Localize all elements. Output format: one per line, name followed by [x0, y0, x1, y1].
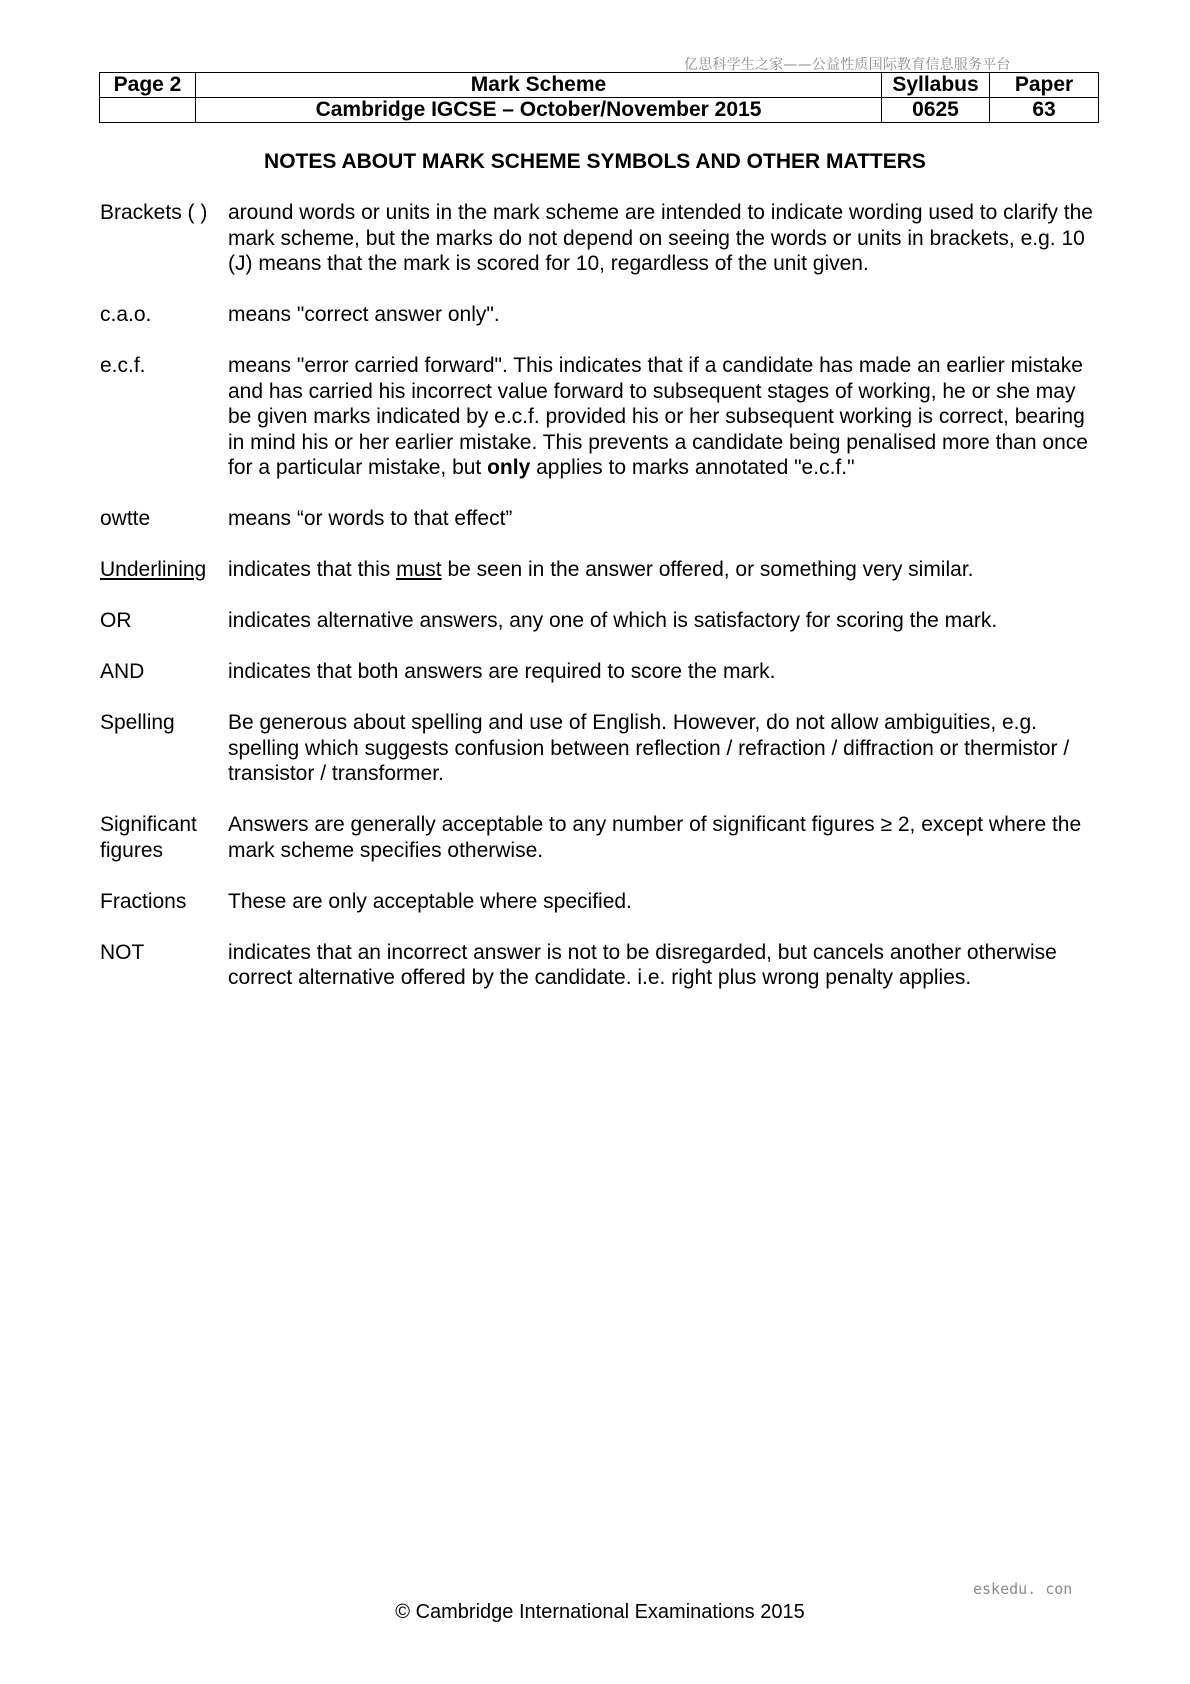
watermark-text: 亿思科学生之家——公益性质国际教育信息服务平台	[684, 57, 1011, 73]
paper-label: Paper	[990, 73, 1099, 98]
document-title: Mark Scheme	[196, 73, 882, 98]
definition-text: be seen in the answer offered, or something very similar.	[441, 558, 974, 581]
note-spelling	[100, 710, 1100, 787]
note-brackets	[100, 200, 1100, 277]
note-not	[100, 940, 1100, 991]
copyright-footer: © Cambridge International Examinations 2015	[395, 1601, 805, 1623]
definition-text: indicates that this	[228, 558, 397, 581]
note-definition	[228, 353, 1100, 481]
paper-number: 63	[990, 98, 1099, 123]
page-number: Page 2	[100, 73, 196, 98]
definition-text: means "error carried forward". This indicates that if a candidate has made an earlier mistake and has carried his incorrect value forward to subsequent stages of working, he or she may be given marks indicated by e.c.f. provided his or her subsequent working is correct, bearing in mind his or her earlier mistake. This prevents a candidate being penalised more than once for a particular mistake, but	[228, 354, 1088, 479]
note-term: Underlining	[100, 558, 207, 581]
note-definition: means "correct answer only".	[228, 303, 500, 326]
note-term: Brackets ( )	[100, 201, 208, 224]
notes-heading: NOTES ABOUT MARK SCHEME SYMBOLS AND OTHER MATTERS	[264, 150, 926, 173]
empty-cell	[100, 98, 196, 123]
note-term: c.a.o.	[100, 303, 152, 326]
note-definition: indicates that an incorrect answer is not to be disregarded, but cancels another otherwise correct alternative offered by the candidate. i.e. right plus wrong penalty applies.	[228, 940, 1057, 989]
underlined-text: must	[396, 558, 442, 581]
note-term: NOT	[100, 940, 145, 964]
note-term: Fractions	[100, 889, 187, 913]
note-definition: means “or words to that effect”	[228, 507, 513, 530]
note-owtte	[100, 506, 1100, 532]
note-definition: indicates that both answers are required to score the mark.	[228, 660, 776, 683]
header-row-2	[100, 98, 1099, 123]
note-definition: around words or units in the mark scheme are intended to indicate wording used to clarify the mark scheme, but the marks do not depend on seeing the words or units in brackets, e.g. 10 (J) means that the mark is scored for 10, regardless of the unit given.	[228, 201, 1093, 275]
note-definition	[228, 557, 1100, 583]
note-definition: Answers are generally acceptable to any number of significant figures ≥ 2, except where the mark scheme specifies otherwise.	[228, 813, 1082, 862]
note-term: owtte	[100, 507, 151, 530]
notes-list	[100, 200, 1100, 1016]
header-row-1	[100, 73, 1099, 98]
note-significant-figures	[100, 812, 1100, 863]
note-term: Significant figures	[100, 813, 197, 862]
syllabus-code: 0625	[882, 98, 990, 123]
emphasis-text: only	[487, 456, 531, 479]
note-definition: indicates alternative answers, any one of which is satisfactory for scoring the mark.	[228, 609, 998, 632]
note-definition: Be generous about spelling and use of English. However, do not allow ambiguities, e.g. spelling which suggests confusion between reflection / refraction / diffraction or thermistor / transistor / transformer.	[228, 711, 1070, 785]
note-term: e.c.f.	[100, 354, 146, 377]
note-definition: These are only acceptable where specified.	[228, 889, 632, 913]
note-and	[100, 659, 1100, 685]
definition-text: applies to marks annotated "e.c.f."	[530, 456, 855, 479]
note-term: OR	[100, 609, 132, 632]
note-or	[100, 608, 1100, 634]
exam-session: Cambridge IGCSE – October/November 2015	[196, 98, 882, 123]
note-term: Spelling	[100, 711, 175, 734]
note-underlining	[100, 557, 1100, 583]
note-fractions	[100, 889, 1100, 915]
note-ecf	[100, 353, 1100, 481]
note-term: AND	[100, 660, 145, 683]
site-watermark: eskedu. con	[973, 1580, 1073, 1598]
note-cao	[100, 302, 1100, 328]
header-table	[99, 72, 1099, 123]
syllabus-label: Syllabus	[882, 73, 990, 98]
